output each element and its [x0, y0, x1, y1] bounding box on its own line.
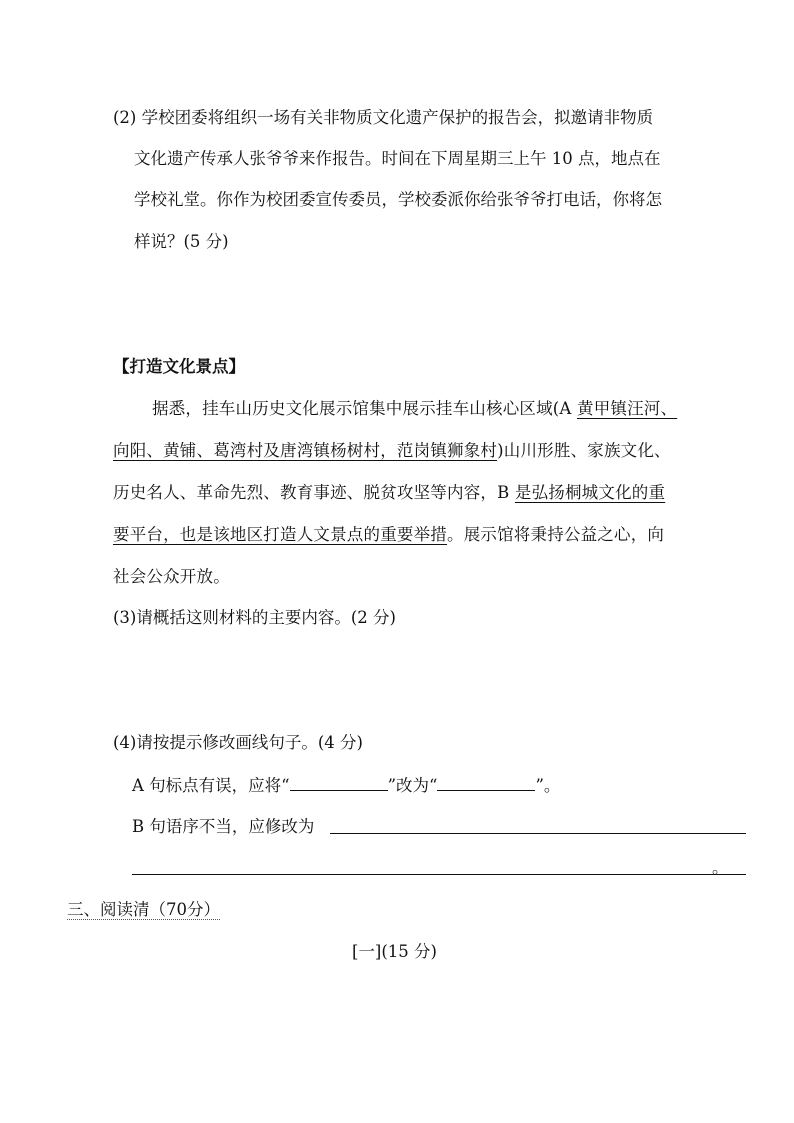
q4-a-label-post: ”。: [535, 776, 561, 795]
q4-a-label-pre: A 句标点有误，应将“: [132, 776, 290, 795]
passage-line-1: [152, 398, 677, 420]
sub-heading: [一](15 分): [352, 942, 437, 961]
passage-line-3: [113, 482, 665, 504]
q4-end-mark: 。: [712, 858, 729, 877]
q2-line-3: 学校礼堂。你作为校团委宣传委员，学校委派你给张爷爷打电话，你将怎: [134, 190, 662, 209]
q4-a-label-mid: ”改为“: [387, 776, 438, 795]
part-three-heading-text: 三、阅读清（70分）: [67, 900, 220, 919]
q4-b-label: B 句语序不当，应修改为: [132, 817, 315, 836]
q4-a-row: [132, 774, 560, 797]
passage-text: 历史名人、革命先烈、教育事迹、脱贫攻坚等内容，B: [113, 483, 515, 502]
passage-text: 。展示馆将秉持公益之心，向: [447, 525, 665, 544]
answer-line-b1[interactable]: [330, 833, 746, 834]
part-three-heading: [67, 899, 220, 921]
answer-blank-a2[interactable]: [437, 774, 535, 791]
underlined-sentence-a: 向阳、黄铺、葛湾村及唐湾镇杨树村，范岗镇狮象村: [113, 441, 498, 460]
answer-blank-a1[interactable]: [290, 774, 388, 791]
q2-line-2: 文化遗产传承人张爷爷来作报告。时间在下周星期三上午 10 点，地点在: [134, 149, 661, 168]
q4-prompt: (4)请按提示修改画线句子。(4 分): [113, 733, 363, 752]
passage-text: )山川形胜、家族文化、: [497, 441, 671, 460]
q3-prompt: (3)请概括这则材料的主要内容。(2 分): [113, 608, 396, 627]
underlined-sentence-a: 黄甲镇汪河、: [577, 399, 678, 418]
passage-line-4: [113, 524, 664, 546]
passage-line-2: [113, 440, 671, 462]
underlined-sentence-b: 是弘扬桐城文化的重: [514, 483, 666, 502]
passage-text: 据悉，挂车山历史文化展示馆集中展示挂车山核心区域(A: [152, 399, 577, 418]
passage-line-5: 社会公众开放。: [113, 567, 230, 586]
q2-line-4: 样说？(5 分): [134, 232, 229, 251]
answer-line-b2[interactable]: [132, 874, 746, 875]
q2-line-1: (2) 学校团委将组织一场有关非物质文化遗产保护的报告会，拟邀请非物质: [113, 108, 654, 127]
underlined-sentence-b: 要平台，也是该地区打造人文景点的重要举措: [113, 525, 447, 544]
section-heading: 【打造文化景点】: [113, 357, 245, 376]
